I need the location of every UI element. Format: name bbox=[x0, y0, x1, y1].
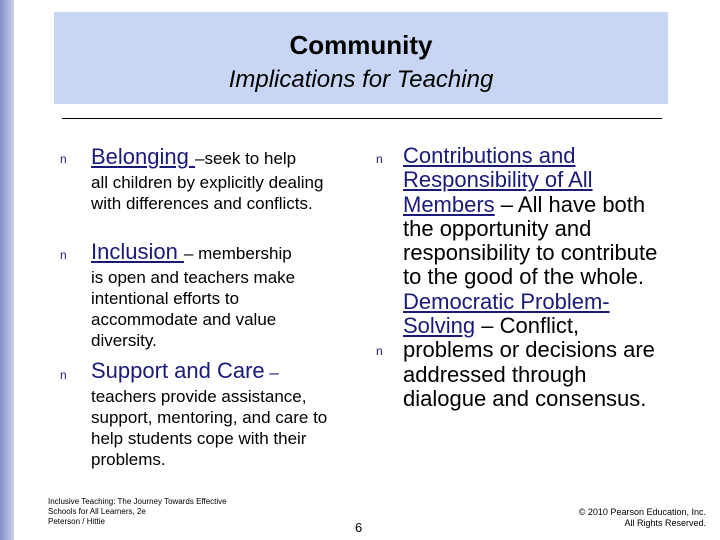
term-contributions: Contributions and Responsibility of All Members bbox=[403, 143, 593, 217]
term-dash: – bbox=[264, 363, 279, 382]
item-description: – All have both the opportunity and responsibility to contribute to the good of the whole. bbox=[403, 191, 658, 290]
term-dash: – bbox=[183, 244, 199, 263]
bullet-marker: n bbox=[60, 152, 67, 166]
left-accent-bar bbox=[0, 0, 14, 540]
term-support-care: Support and Care bbox=[91, 358, 265, 383]
list-item-belonging bbox=[91, 146, 351, 214]
item-description: is open and teachers make intentional efforts to accommodate and value diversity. bbox=[91, 268, 296, 350]
citation-line: Peterson / Hittie bbox=[48, 517, 105, 526]
item-description: all children by explicitly dealing with differences and conflicts. bbox=[91, 173, 324, 213]
right-column bbox=[403, 144, 673, 411]
item-lead: membership bbox=[198, 244, 292, 263]
book-citation bbox=[48, 497, 268, 527]
copyright-line: All Rights Reserved. bbox=[624, 518, 706, 528]
term-belonging: Belonging bbox=[91, 144, 195, 169]
bullet-marker: n bbox=[376, 152, 383, 166]
citation-line: Schools for All Learners, 2e bbox=[48, 507, 146, 516]
term-democratic: Democratic Problem-Solving bbox=[403, 288, 610, 339]
slide-subtitle: Implications for Teaching bbox=[228, 66, 494, 93]
item-description: – Conflict, problems or decisions are addressed through dialogue and consensus. bbox=[403, 313, 655, 411]
citation-line: Inclusive Teaching: The Journey Towards Effective bbox=[48, 497, 227, 506]
bullet-marker: n bbox=[60, 368, 67, 382]
bullet-marker: n bbox=[60, 248, 67, 262]
copyright bbox=[579, 507, 706, 529]
term-dash: – bbox=[194, 149, 205, 168]
term-inclusion: Inclusion bbox=[91, 239, 184, 264]
item-description: teachers provide assistance, support, mentoring, and care to help students cope with their problems. bbox=[91, 387, 328, 469]
bullet-marker: n bbox=[376, 344, 383, 358]
list-item-support-care bbox=[91, 360, 353, 470]
copyright-line: © 2010 Pearson Education, Inc. bbox=[578, 507, 706, 517]
list-item-democratic bbox=[403, 290, 673, 411]
slide-title: Community bbox=[289, 30, 433, 60]
list-item-contributions bbox=[403, 144, 673, 290]
page-number: 6 bbox=[355, 520, 363, 535]
item-lead: seek to help bbox=[204, 149, 297, 168]
list-item-inclusion bbox=[91, 241, 341, 351]
title-divider bbox=[62, 118, 662, 119]
